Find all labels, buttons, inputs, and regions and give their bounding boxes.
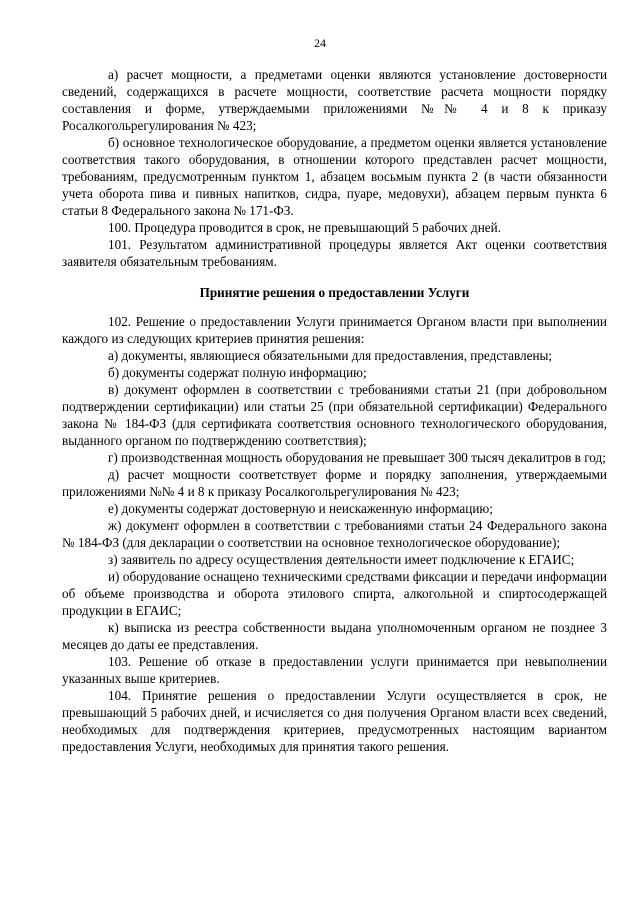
criterion-g: г) производственная мощность оборудования не превышает 300 тысяч декалитров в год; [108, 450, 606, 465]
criterion-d: д) расчет мощности соответствует форме и порядку заполнения, утверждаемыми приложениями №№ 4 и 8 к приказу Росалкогольрегулирования № 423; [62, 467, 607, 499]
paragraph-102: 102. Решение о предоставлении Услуги принимается Органом власти при выполнении каждого из следующих критериев принятия решения: [62, 314, 607, 346]
document-body [62, 66, 607, 755]
criterion-v: в) документ оформлен в соответствии с требованиями статьи 21 (при добровольном подтверждении сертификации) или статьи 25 (при обязательной сертификации) Федерального закона № 184-ФЗ (для сертификата соответствия основного технологического оборудования, выданного органом по подтверждению соответствия); [62, 382, 607, 448]
paragraph-b-equipment: б) основное технологическое оборудование, а предметом оценки является установление соответствия такого оборудования, в отношении которого представлен расчет мощности, требованиям, предусмотренным пунктом 1, абзацем восьмым пункта 2 (в части обязанности учета оборота пива и пивных напитков, сидра, пуаре, медовухи), абзацем первым пункта 6 статьи 8 Федерального закона № 171-ФЗ. [62, 135, 607, 218]
section-heading: Принятие решения о предоставлении Услуги [199, 285, 470, 300]
criterion-b: б) документы содержат полную информацию; [108, 365, 367, 380]
criterion-zh: ж) документ оформлен в соответствии с требованиями статьи 24 Федерального закона № 184-ФЗ (для декларации о соответствии на основное технологическое оборудование); [62, 518, 607, 550]
criterion-i: и) оборудование оснащено техническими средствами фиксации и передачи информации об объеме производства и оборота этилового спирта, алкогольной и спиртосодержащей продукции в ЕГАИС; [62, 569, 607, 618]
paragraph-100: 100. Процедура проводится в срок, не превышающий 5 рабочих дней. [108, 220, 502, 235]
criterion-e: е) документы содержат достоверную и неискаженную информацию; [108, 501, 493, 516]
criterion-z: з) заявитель по адресу осуществления деятельности имеет подключение к ЕГАИС; [108, 552, 575, 567]
paragraph-101: 101. Результатом административной процедуры является Акт оценки соответствия заявителя обязательным требованиям. [62, 237, 607, 269]
paragraph-a-calculation: а) расчет мощности, а предметами оценки являются установление достоверности сведений, содержащихся в расчете мощности, соответствие расчета мощности порядку составления и форме, утверждаемыми приложениями №№ 4 и 8 к приказу Росалкогольрегулирования № 423; [62, 67, 607, 133]
paragraph-103: 103. Решение об отказе в предоставлении услуги принимается при невыполнении указанных выше критериев. [62, 654, 607, 686]
paragraph-104: 104. Принятие решения о предоставлении Услуги осуществляется в срок, не превышающий 5 рабочих дней, и исчисляется со дня получения Органом власти всех сведений, необходимых для подтверждения критериев, предусмотренных настоящим вариантом предоставления Услуги, необходимых для принятия такого решения. [62, 688, 607, 754]
criterion-k: к) выписка из реестра собственности выдана уполномоченным органом не позднее 3 месяцев до даты ее представления. [62, 620, 607, 652]
criterion-a: а) документы, являющиеся обязательными для предоставления, представлены; [108, 348, 553, 363]
page-number: 24 [314, 36, 326, 50]
